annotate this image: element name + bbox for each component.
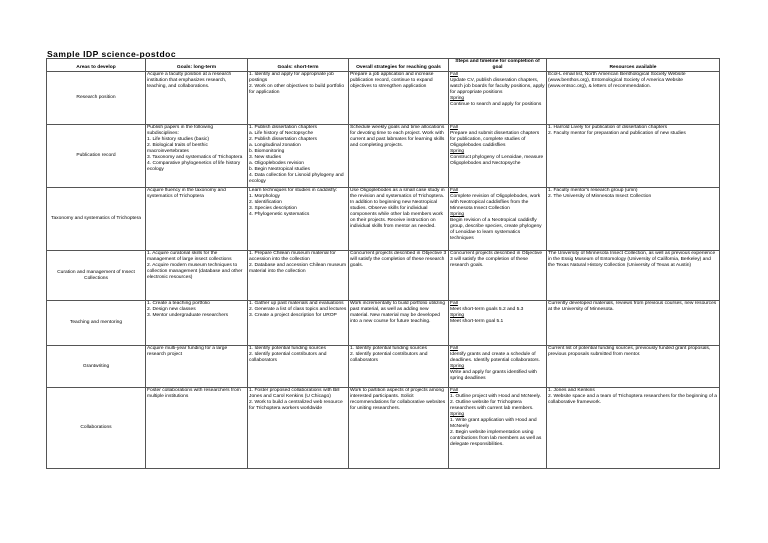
header-short-term: Goals: short-term — [248, 59, 349, 72]
long-term-cell — [146, 72, 248, 125]
resources-cell — [547, 125, 720, 188]
cell-line: 1. Create a teaching portfolio — [147, 301, 210, 306]
cell-line: 4. Data collection for Lisnoid phylogeny and ecology — [249, 173, 344, 184]
strategies-cell — [349, 188, 449, 251]
cell-line: 2. The University of Minnesota Insect Collection — [548, 194, 652, 199]
cell-line: 4. Comparative phylogenetics of life history ecology — [147, 161, 241, 172]
step-text: Meet short-term goal 5.1 — [450, 319, 504, 324]
step-text: 1. Write grant application with Hood and McNeely — [450, 418, 537, 429]
document-title: Sample IDP science-postdoc — [47, 49, 177, 59]
cell-line: 3. Taxonomy and systematics of Trichoptera — [147, 155, 243, 160]
header-resources: Resources available — [547, 59, 720, 72]
cell-line: Currently developed materials, reviews from previous courses, new resources at the University of Minnesota. — [548, 301, 717, 312]
season-label: Spring — [450, 412, 465, 417]
step-text: Prepare and submit dissertation chapters for publication, complete studies of Oligoplebodes caddisflies — [450, 131, 540, 148]
header-areas: Areas to develop — [47, 59, 146, 72]
cell-line: a. Oligoplebodes revision — [249, 161, 304, 166]
area-cell: Teaching and mentoring — [47, 301, 146, 346]
short-term-cell — [248, 188, 349, 251]
cell-line: 3. Species description — [249, 206, 297, 211]
short-term-cell — [248, 301, 349, 346]
table-row — [47, 188, 720, 251]
step-text: Construct phylogeny of Lenoidae, measure Oligoplebodes and Nectopsyche — [450, 155, 544, 166]
season-label: Fall — [450, 388, 458, 393]
header-row — [47, 59, 720, 72]
area-cell: Grantwriting — [47, 346, 146, 388]
season-label: Spring — [450, 96, 465, 101]
cell-line: 1. Jones and Kenkins — [548, 388, 595, 393]
cell-line: 1. Acquire curatorial skills for the management of large insect collections — [147, 251, 232, 262]
cell-line: 1. Identify potential funding sources — [249, 346, 326, 351]
season-label: Fall — [450, 125, 458, 130]
table-row — [47, 388, 720, 469]
table-row — [47, 301, 720, 346]
cell-line: 2. Work on other objectives to build portfolio for application — [249, 84, 345, 95]
season-label: Spring — [450, 313, 465, 318]
cell-line: 1. Harrold Lively for publication of dissertation chapters — [548, 125, 668, 130]
cell-line: Work to partition aspects of projects among interested participants. Solicit recommendations for collaborative websites for uniting researchers. — [350, 388, 446, 411]
cell-line: a. Longitudinal zonation — [249, 143, 301, 148]
steps-cell — [449, 72, 547, 125]
area-cell: Collaborations — [47, 388, 146, 469]
steps-cell — [449, 388, 547, 469]
resources-cell — [547, 388, 720, 469]
area-cell: Research position — [47, 72, 146, 125]
idp-table — [46, 58, 720, 469]
strategies-cell — [349, 125, 449, 188]
step-text: 1. Outline project with Hood and McNeely. — [450, 394, 541, 399]
cell-line: Prepare a job application and increase publication record, continue to expand objectives to strengthen application — [350, 72, 434, 89]
season-label: Spring — [450, 364, 465, 369]
cell-line: 1. Faculty mentor's research group (umn) — [548, 188, 638, 193]
cell-line: 1. Publish dissertation chapters — [249, 125, 317, 130]
cell-line: a. Life history of Nectopsyche — [249, 131, 314, 136]
cell-line: Acquire fluency in the taxonomy and systematics of Trichoptera — [147, 188, 226, 199]
resources-cell — [547, 301, 720, 346]
cell-line: 2. Biological traits of benthic macroinvertebrates — [147, 143, 208, 154]
cell-line: 1. Prepare Chilean museum material for accession into the collection — [249, 251, 336, 262]
cell-line: Foster collaborations with researchers from multiple institutions — [147, 388, 241, 399]
resources-cell — [547, 251, 720, 301]
steps-cell — [449, 346, 547, 388]
strategies-cell — [349, 388, 449, 469]
cell-line: 1. Identify and apply for appropriate job postings — [249, 72, 334, 83]
cell-line: b. Biomonitoring — [249, 149, 285, 154]
cell-line: 1. Morphology — [249, 194, 280, 199]
cell-line: 1. Foster proposed collaborations with Bill Jones and Carol Kenkins (U Chicago) — [249, 388, 340, 399]
cell-line: 3. New studies — [249, 155, 282, 160]
resources-cell — [547, 346, 720, 388]
season-label: Spring — [450, 212, 465, 217]
cell-line: 2. Faculty mentor for preparation and publication of new studies — [548, 131, 686, 136]
cell-line: 2. Identification — [249, 200, 282, 205]
area-cell: Curation and management of Insect Collections — [47, 251, 146, 301]
step-text: Identify grants and create a schedule of deadlines. Identify potential collaborators. — [450, 352, 540, 363]
short-term-cell — [248, 251, 349, 301]
strategies-cell — [349, 72, 449, 125]
table-row — [47, 346, 720, 388]
cell-line: Learn techniques for studies in caddisfly: — [249, 188, 338, 193]
cell-line: 2. Identify potential contributors and collaborators — [249, 352, 327, 363]
steps-cell — [449, 301, 547, 346]
short-term-cell — [248, 72, 349, 125]
area-cell: Publication record — [47, 125, 146, 188]
steps-cell — [449, 125, 547, 188]
cell-line: Use Oligoplebodes as a small case study in the revision and systematics of Trichoptera. In addition to beginning new Neotropical studies. Observe skills for individual components while other lab members work on their projects. Receive instruction on individual skills from mentor as needed. — [350, 188, 445, 229]
short-term-cell — [248, 388, 349, 469]
long-term-cell — [146, 125, 248, 188]
cell-line: Acquire a faculty position at a research institution that emphasizes research, teaching, and collaborations. — [147, 72, 232, 89]
steps-cell — [449, 251, 547, 301]
long-term-cell — [146, 251, 248, 301]
cell-line: Acquire multi-year funding for a large research project — [147, 346, 228, 357]
season-label: Fall — [450, 188, 458, 193]
season-label: Fall — [450, 346, 458, 351]
strategies-cell — [349, 251, 449, 301]
header-long-term: Goals: long-term — [146, 59, 248, 72]
resources-cell — [547, 72, 720, 125]
header-steps: Steps and timeline for completion of goal — [449, 59, 547, 72]
step-text: Complete revision of Oligoplebodes, work with Neotropical caddisflies from the Minnesota Insect Collection — [450, 194, 541, 211]
step-text: 2. Begin website implementation using contributions from lab members as well as delegate responsibilities. — [450, 430, 542, 447]
cell-line: 2. Design new classes — [147, 307, 196, 312]
cell-line: Current list of potential funding sources, previously funded grant proposals, previous proposals submitted from mentor. — [548, 346, 711, 357]
table-row — [47, 251, 720, 301]
cell-line: The University of Minnesota Insect Collection, as well as previous experience in the Essig Museum of Entomology (University of California, Berkeley) and the Texas Natural History Collection (University of Texas at Austin) — [548, 251, 716, 268]
cell-line: 2. Work to build a centralized web resource for Trichoptera workers worldwide — [249, 400, 343, 411]
cell-line: Concurrent projects described in Objective 3 will satisfy the completion of these research goals. — [350, 251, 447, 268]
table-row — [47, 125, 720, 188]
cell-line: 1. Life history studies (basic) — [147, 137, 209, 142]
cell-line: 2. Generate a list of class topics and lectures — [249, 307, 347, 312]
season-label: Fall — [450, 301, 458, 306]
cell-line: 2. Acquire modern museum techniques to collection management (database and other electronic resources) — [147, 263, 243, 280]
step-text: Update CV, publish disseration chapters, watch job boards for faculty positions, apply for appropriate positions — [450, 78, 545, 95]
long-term-cell — [146, 346, 248, 388]
long-term-cell — [146, 388, 248, 469]
cell-line: 3. Create a project description for UROP — [249, 313, 337, 318]
short-term-cell — [248, 125, 349, 188]
step-text: Write and apply for grants identified with spring deadlines — [450, 370, 537, 381]
cell-line: Publish papers in the following subdisciplines: — [147, 125, 214, 136]
resources-cell — [547, 188, 720, 251]
cell-line: 2. Database and accession Chilean museum material into the collection — [249, 263, 347, 274]
cell-line: 1. Gather up past materials and evaluations — [249, 301, 344, 306]
long-term-cell — [146, 301, 248, 346]
cell-line: 3. Mentor undergraduate researchers — [147, 313, 229, 318]
steps-cell — [449, 188, 547, 251]
step-text: Begin revision of a Neotropical caddisfly group, describe species, create phylogeny of Lenoidae to learn systematics techniques — [450, 218, 542, 241]
table-row — [47, 72, 720, 125]
cell-line: 2. Website space and a team of Trichoptera researchers for the beginning of a collaborative framework. — [548, 394, 718, 405]
long-term-cell — [146, 188, 248, 251]
cell-line: Ecol-L email list, North American Benthological Society Website (www.benthos.org), Entomological Society of America Website (www.entsoc.org), & letters of recommendation. — [548, 72, 686, 89]
step-text: Meet short-term goals 5.2 and 5.3 — [450, 307, 524, 312]
step-text: Concurrent projects described in Objective 3 will satisfy the completion of these research goals. — [450, 251, 543, 268]
cell-line: 2. Publish dissertation chapters — [249, 137, 317, 142]
cell-line: Schedule weekly goals and time allocations for devoting time to each project. Work with current and past labmates for learning skills and completing projects. — [350, 125, 445, 148]
strategies-cell — [349, 301, 449, 346]
cell-line: Work incrementally to build portfolio utilizing past material, as well as adding new material. New material may be developed into a new course for future teaching. — [350, 301, 446, 324]
cell-line: 4. Phylogenetic systematics — [249, 212, 310, 217]
area-cell: Taxonomy and systematics of Trichoptera — [47, 188, 146, 251]
step-text: Continue to search and apply for positions — [450, 102, 542, 107]
strategies-cell — [349, 346, 449, 388]
header-strategies: Overall strategies for reaching goals — [349, 59, 449, 72]
short-term-cell — [248, 346, 349, 388]
season-label: Fall — [450, 72, 458, 77]
cell-line: 2. Identify potential contributors and collaborators — [350, 352, 428, 363]
cell-line: b. Begin Neotropical studies — [249, 167, 310, 172]
cell-line: 1. Identify potential funding sources — [350, 346, 427, 351]
step-text: 2. Outline website for Trichoptera researchers with current lab members. — [450, 400, 534, 411]
season-label: Spring — [450, 149, 465, 154]
